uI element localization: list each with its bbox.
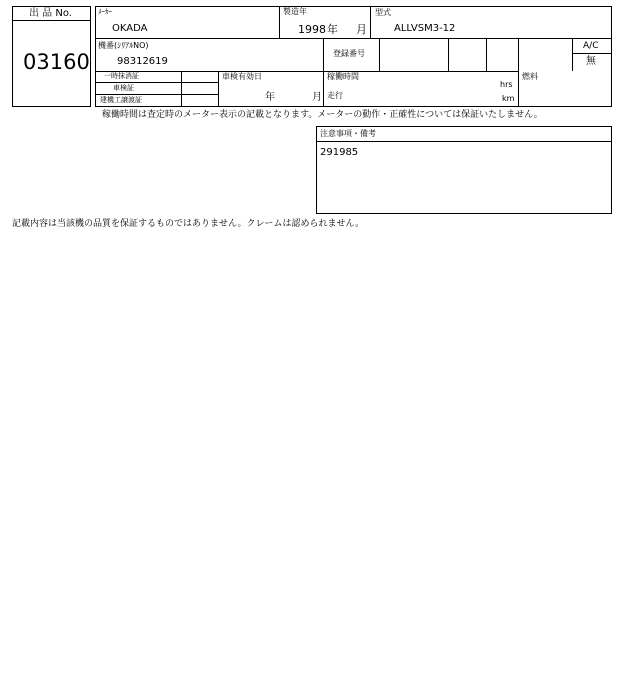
- hours-notice: 稼働時間は査定時のメーター表示の記載となります。メーターの動作・正確性については保証いたしません。: [102, 110, 543, 120]
- manufacture-year-value: 1998: [298, 23, 326, 36]
- inspection-validity-label: 車検有効日: [222, 72, 262, 81]
- listing-header-divider: [12, 20, 91, 21]
- col-divider-serial: [323, 38, 324, 107]
- remarks-box: [316, 126, 612, 214]
- hours-label: 稼働時間: [327, 72, 359, 81]
- manufacture-year-unit: 年: [327, 23, 338, 36]
- ac-label: A/C: [583, 41, 599, 51]
- ac-divider: [572, 53, 612, 54]
- mileage-label: 走行: [327, 91, 343, 100]
- col-divider-reg: [379, 38, 380, 71]
- col-divider-maker: [279, 6, 280, 38]
- serial-label: 機番(ｼﾘｱﾙNO): [98, 41, 149, 50]
- col-divider-reg-3: [486, 38, 487, 71]
- col-divider-reg-4: [518, 38, 519, 107]
- row-divider-1: [95, 38, 612, 39]
- cert-work: 建機工譲渡証: [100, 96, 142, 104]
- maker-label: ﾒｰｶｰ: [98, 8, 112, 16]
- model-value: ALLVSM3-12: [394, 23, 456, 34]
- manufacture-year-label: 製造年: [283, 7, 307, 16]
- disclaimer: 記載内容は当該機の品質を保証するものではありません。クレームは認められません。: [12, 219, 365, 229]
- registration-label: 登録番号: [333, 49, 365, 58]
- col-divider-reg-2: [448, 38, 449, 71]
- remarks-divider: [316, 141, 612, 142]
- mileage-unit: km: [502, 94, 515, 103]
- cert-inspection: 車検証: [113, 84, 134, 92]
- inspection-validity-month-unit: 月: [312, 92, 322, 103]
- maker-value: OKADA: [112, 23, 148, 34]
- fuel-label: 燃料: [522, 72, 538, 81]
- hours-unit: hrs: [500, 80, 513, 89]
- col-divider-validity: [218, 71, 219, 107]
- ac-value: 無: [586, 56, 596, 67]
- inspection-validity-year-unit: 年: [265, 92, 275, 103]
- col-divider-year: [370, 6, 371, 38]
- remarks-label: 注意事項・備考: [320, 129, 376, 138]
- serial-value: 98312619: [117, 56, 168, 67]
- cert-divider-2: [95, 94, 218, 95]
- cert-divider-1: [95, 82, 218, 83]
- manufacture-month-unit: 月: [356, 23, 367, 36]
- remarks-value: 291985: [320, 147, 359, 158]
- listing-number-label: 出 品 No.: [29, 8, 72, 19]
- cert-col-divider: [181, 71, 182, 107]
- col-divider-ac: [572, 38, 573, 71]
- listing-number: 03160: [23, 50, 90, 74]
- cert-temp-cancel: 一時抹消証: [104, 72, 139, 80]
- model-label: 型式: [375, 8, 391, 17]
